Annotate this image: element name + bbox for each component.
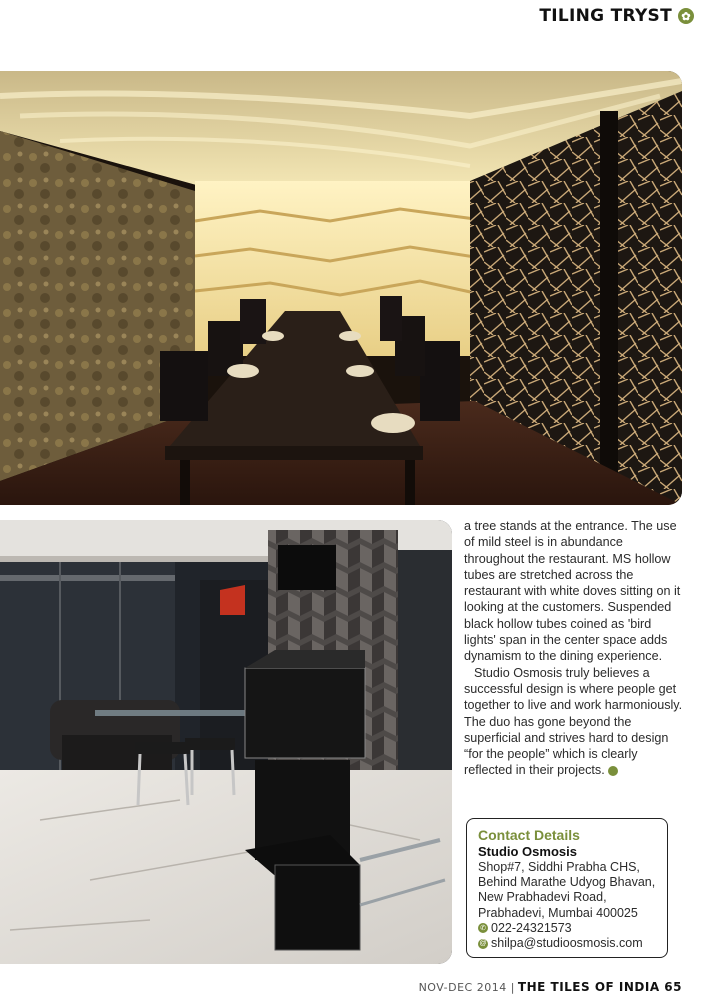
- phone-icon: ✆: [478, 923, 488, 933]
- page-footer: [419, 980, 682, 994]
- running-header: [539, 6, 694, 26]
- email-address[interactable]: shilpa@studioosmosis.com: [491, 936, 643, 951]
- publication-page: THE TILES OF INDIA 65: [517, 980, 682, 994]
- end-mark-icon: ✿: [608, 766, 618, 776]
- article-paragraph-2: [464, 665, 686, 779]
- article-paragraph-1: a tree stands at the entrance. The use of mild steel is in abundance throughout the restaurant. MS hollow tubes are stretched across the restaurant with white doves sitting on it looking at the customers. Suspended black hollow tubes coined as 'bird lights' span in the center space adds dynamism to the dining experience.: [464, 519, 681, 664]
- contact-heading: Contact Details: [478, 827, 580, 843]
- email-icon: @: [479, 940, 487, 948]
- phone-row: [478, 921, 659, 936]
- studio-name: Studio Osmosis: [478, 844, 577, 859]
- dining-room-photo: [0, 71, 682, 505]
- issue-date: NOV-DEC 2014 |: [418, 980, 515, 994]
- lounge-photo: [0, 520, 452, 964]
- contact-details-box: [466, 818, 668, 958]
- studio-address: Shop#7, Siddhi Prabha CHS, Behind Marathe Udyog Bhavan, New Prabhadevi Road, Prabhadevi, Mumbai 400025: [478, 860, 656, 920]
- phone-number[interactable]: 022-24321573: [491, 920, 572, 935]
- article-paragraph-2-text: Studio Osmosis truly believes a successful design is where people get together to live and work harmoniously. The duo has gone beyond the superficial and strives hard to design “for the people” which is clearly reflected in their projects.: [464, 665, 683, 778]
- leaf-circle-icon: ✿: [678, 8, 694, 24]
- email-row: [478, 936, 659, 951]
- article-body: [464, 518, 686, 779]
- section-title: TILING TRYST: [539, 6, 672, 26]
